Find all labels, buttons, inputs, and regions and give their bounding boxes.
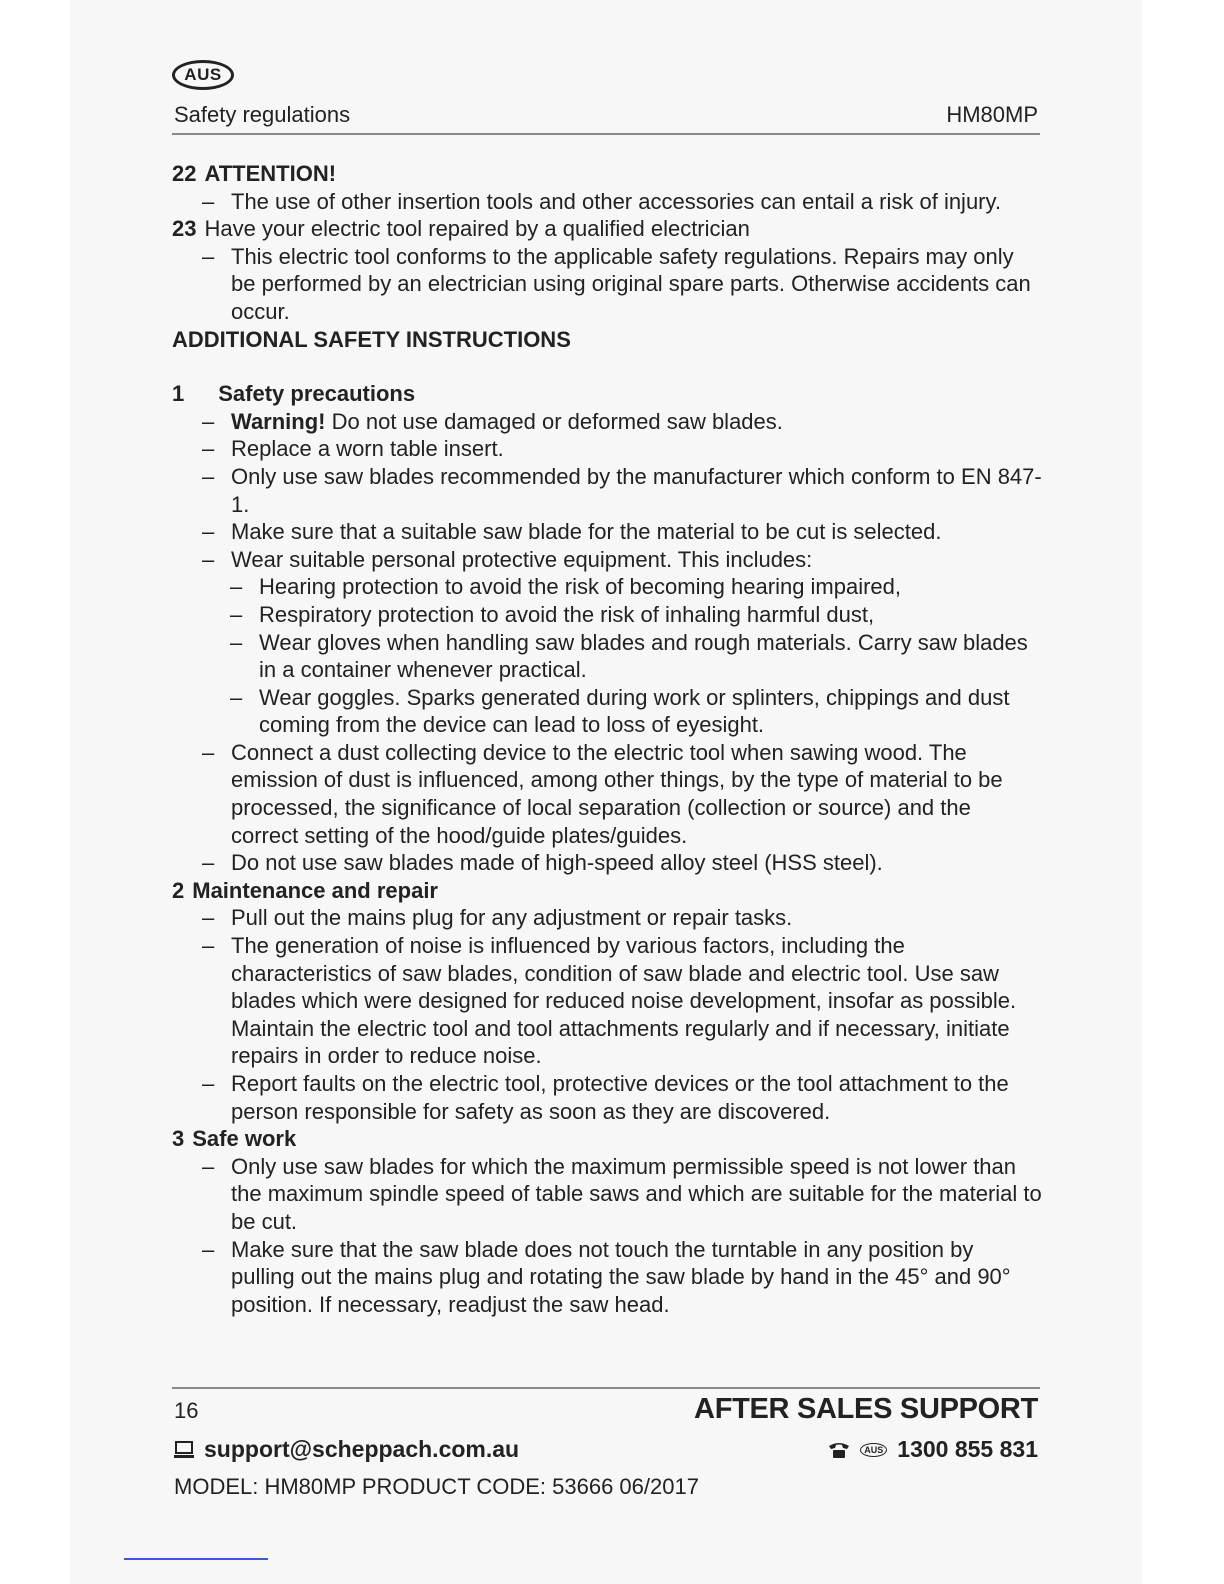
dash-bullet: –	[202, 933, 215, 959]
numbered-item	[172, 1125, 1042, 1153]
bullet-item	[172, 904, 1042, 932]
bullet-text-content: Only use saw blades for which the maximum permissible speed is not lower than the maximum spindle speed of table saws and which are suitable for the material to be cut.	[231, 1153, 1042, 1234]
bullet-item	[172, 1070, 1042, 1125]
instructions-body	[172, 160, 1042, 1318]
dash-bullet: –	[202, 546, 215, 572]
bullet-text	[172, 408, 1042, 436]
bullet-text	[172, 629, 1042, 684]
link-underline	[124, 1558, 268, 1560]
dash-bullet: –	[230, 629, 243, 655]
bullet-text-content: Wear gloves when handling saw blades and rough materials. Carry saw blades in a container whenever practical.	[259, 629, 1028, 683]
bullet-item	[172, 243, 1042, 326]
computer-icon	[174, 1441, 194, 1459]
numbered-item	[172, 160, 1042, 188]
telephone-icon	[828, 1441, 850, 1459]
bullet-text-content: This electric tool conforms to the applicable safety regulations. Repairs may only be performed by an electrician using original spare parts. Otherwise accidents can occur.	[231, 243, 1031, 324]
dash-bullet: –	[202, 1153, 215, 1179]
bullet-text-content: Hearing protection to avoid the risk of becoming hearing impaired,	[259, 574, 902, 600]
model-code-header: HM80MP	[946, 102, 1038, 127]
bullet-item	[172, 463, 1042, 518]
bullet-text-content: Wear goggles. Sparks generated during work or splinters, chippings and dust coming from the device can lead to loss of eyesight.	[259, 684, 1010, 738]
bullet-text	[172, 932, 1042, 1070]
bullet-item	[172, 518, 1042, 546]
bullet-text	[172, 243, 1042, 326]
bullet-text	[172, 739, 1042, 849]
bullet-text	[172, 904, 1042, 932]
bullet-text	[172, 1236, 1042, 1319]
bullet-item	[172, 188, 1042, 216]
bullet-text-content: Report faults on the electric tool, protective devices or the tool attachment to the person responsible for safety as soon as they are discovered.	[231, 1071, 1009, 1124]
footer-divider	[172, 1387, 1040, 1389]
dash-bullet: –	[202, 436, 215, 462]
warning-label: Warning!	[231, 408, 326, 434]
bullet-item	[172, 408, 1042, 436]
sub-bullet-item	[172, 629, 1042, 684]
bullet-text-content: Pull out the mains plug for any adjustment or repair tasks.	[231, 905, 793, 931]
bullet-text	[172, 684, 1042, 739]
item-number: 1	[172, 381, 185, 407]
dash-bullet: –	[202, 739, 215, 765]
model-product-code: MODEL: HM80MP PRODUCT CODE: 53666 06/2017	[174, 1474, 699, 1499]
dash-bullet: –	[202, 850, 215, 876]
bullet-text	[172, 435, 1042, 463]
bullet-text	[172, 601, 1042, 629]
dash-bullet: –	[202, 519, 215, 545]
support-email[interactable]: support@scheppach.com.au	[204, 1436, 520, 1462]
aus-small-badge: AUS	[860, 1443, 887, 1457]
bullet-item	[172, 1153, 1042, 1236]
item-number: 23	[172, 216, 197, 242]
dash-bullet: –	[202, 463, 215, 489]
bullet-item	[172, 932, 1042, 1070]
dash-bullet: –	[202, 1071, 215, 1096]
section-title: Safety regulations	[174, 102, 351, 127]
item-title: Safety precautions	[218, 381, 416, 407]
bullet-text-content: Only use saw blades recommended by the manufacturer which conform to EN 847-1.	[231, 463, 1042, 517]
bullet-text	[172, 518, 1042, 546]
bullet-text	[172, 546, 1042, 574]
dash-bullet: –	[202, 188, 215, 214]
item-number: 22	[172, 161, 197, 186]
bullet-text-content: The use of other insertion tools and other accessories can entail a risk of injury.	[231, 188, 1001, 214]
item-title: Safe work	[192, 1126, 297, 1152]
bullet-text-content: Connect a dust collecting device to the electric tool when sawing wood. The emission of dust is influenced, among other things, by the type of material to be processed, the significance of local separation (collection or source) and the correct setting of the hood/guide plates/guides.	[231, 739, 1003, 848]
bullet-item	[172, 739, 1042, 849]
section-heading-text: ADDITIONAL SAFETY INSTRUCTIONS	[172, 326, 571, 352]
bullet-item	[172, 435, 1042, 463]
item-title: Have your electric tool repaired by a qualified electrician	[204, 216, 750, 242]
bullet-text	[172, 463, 1042, 518]
bullet-text-content: Replace a worn table insert.	[231, 436, 504, 462]
header-divider	[172, 133, 1040, 135]
dash-bullet: –	[202, 243, 215, 269]
dash-bullet: –	[230, 684, 243, 710]
dash-bullet: –	[230, 601, 243, 627]
support-phone[interactable]: 1300 855 831	[897, 1436, 1038, 1462]
page-number: 16	[174, 1398, 199, 1423]
numbered-item	[172, 215, 1042, 243]
item-title: Maintenance and repair	[192, 877, 438, 903]
support-email-row	[174, 1436, 519, 1463]
item-number: 3	[172, 1126, 185, 1152]
numbered-item	[172, 380, 1042, 408]
after-sales-heading: AFTER SALES SUPPORT	[694, 1393, 1038, 1425]
bullet-text-content: Do not use saw blades made of high-speed alloy steel (HSS steel).	[231, 850, 883, 876]
sub-bullet-item	[172, 684, 1042, 739]
bullet-text-content: Make sure that a suitable saw blade for the material to be cut is selected.	[231, 519, 942, 545]
bullet-item	[172, 849, 1042, 877]
bullet-text-content: Wear suitable personal protective equipment. This includes:	[231, 546, 813, 572]
bullet-text-content: Respiratory protection to avoid the risk of inhaling harmful dust,	[259, 601, 875, 627]
sub-bullet-item	[172, 573, 1042, 601]
item-number: 2	[172, 877, 185, 903]
item-title: ATTENTION!	[204, 161, 337, 186]
numbered-item	[172, 877, 1042, 905]
sub-bullet-item	[172, 601, 1042, 629]
spacer	[172, 353, 1042, 380]
bullet-text	[172, 849, 1042, 877]
support-phone-row	[828, 1436, 1038, 1463]
bullet-text	[172, 573, 1042, 601]
bullet-text	[172, 1153, 1042, 1236]
bullet-text-content: The generation of noise is influenced by various factors, including the characteristics of saw blades, condition of saw blade and electric tool. Use saw blades which were designed for reduced noise development, insofar as possible. Maintain the electric tool and tool attachments regularly and if necessary, initiate repairs in order to reduce noise.	[231, 933, 1017, 1069]
bullet-text	[172, 188, 1042, 216]
bullet-item	[172, 546, 1042, 574]
dash-bullet: –	[230, 574, 243, 600]
bullet-text-content: Do not use damaged or deformed saw blades.	[325, 408, 783, 434]
bullet-item	[172, 1236, 1042, 1319]
dash-bullet: –	[202, 1236, 215, 1262]
dash-bullet: –	[202, 408, 215, 434]
bullet-text	[172, 1070, 1042, 1125]
section-heading	[172, 326, 1042, 354]
dash-bullet: –	[202, 905, 215, 931]
bullet-text-content: Make sure that the saw blade does not touch the turntable in any position by pulling out the mains plug and rotating the saw blade by hand in the 45° and 90° position. If necessary, readjust the saw head.	[231, 1236, 1011, 1317]
aus-region-badge: AUS	[172, 60, 234, 90]
